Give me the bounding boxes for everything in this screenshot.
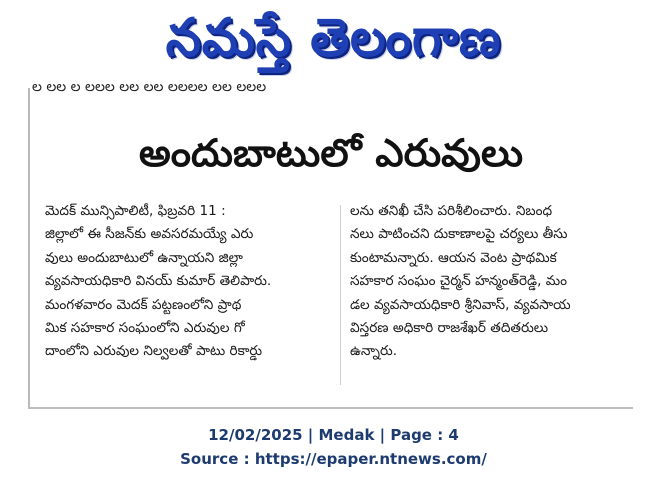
column-divider <box>340 205 341 385</box>
footer-source: Source : https://epaper.ntnews.com/ <box>180 450 487 468</box>
article-line: విస్తరణ అధికారి రాజశేఖర్ తదితరులు <box>350 320 549 337</box>
article-line: సహకార సంఘం చైర్మన్ హన్మంత్‌రెడ్డి, మం <box>350 273 568 290</box>
footer-meta: 12/02/2025 | Medak | Page : 4 <box>208 426 459 444</box>
headline-text: అందుబాటులో ఎరువులు <box>138 131 524 175</box>
article-column-right <box>350 200 635 364</box>
masthead-logo <box>0 0 667 88</box>
article-line: వ్యవసాయధికారి వినయ్ కుమార్ తెలిపారు. <box>45 273 272 290</box>
article-line: ఉన్నారు. <box>350 343 398 360</box>
clip-bottom-border <box>28 407 633 409</box>
article-line: డల వ్యవసాయధికారి శ్రీనివాస్, వ్యవసాయ <box>350 296 571 313</box>
article-line: వులు అందుబాటులో ఉన్నాయని జిల్లా <box>45 249 243 266</box>
article-line: మెదక్ మున్సిపాలిటీ, ఫిబ్రవరి 11 : <box>45 203 226 219</box>
article-line: నలు పాటించని దుకాణాలపై చర్యలు తీసు <box>350 226 568 243</box>
article-line: లను తనిఖీ చేసి పరిశీలించారు. నిబంధ <box>350 203 553 219</box>
article-headline <box>32 128 630 188</box>
article-line: జిల్లాలో ఈ సీజన్‌కు అవసరమయ్యే ఎరు <box>45 226 254 243</box>
clipped-previous-text <box>32 79 630 100</box>
clip-left-border <box>28 88 30 408</box>
clipped-text-fragment: ల లల ల లలల లల లల లలలల లల లలల <box>32 79 267 95</box>
article-line: మిక సహకార సంఘంలోని ఎరువుల గో <box>45 320 245 337</box>
article-column-left <box>45 200 330 364</box>
article-line: మంగళవారం మెదక్ పట్టణంలోని ప్రాథ <box>45 296 242 313</box>
masthead-title: నమస్తే తెలంగాణ <box>165 6 502 68</box>
article-line: కుంటామన్నారు. ఆయన వెంట ప్రాథమిక <box>350 249 557 266</box>
article-line: దాంలోని ఎరువుల నిల్వలతో పాటు రికార్డు <box>45 343 263 360</box>
